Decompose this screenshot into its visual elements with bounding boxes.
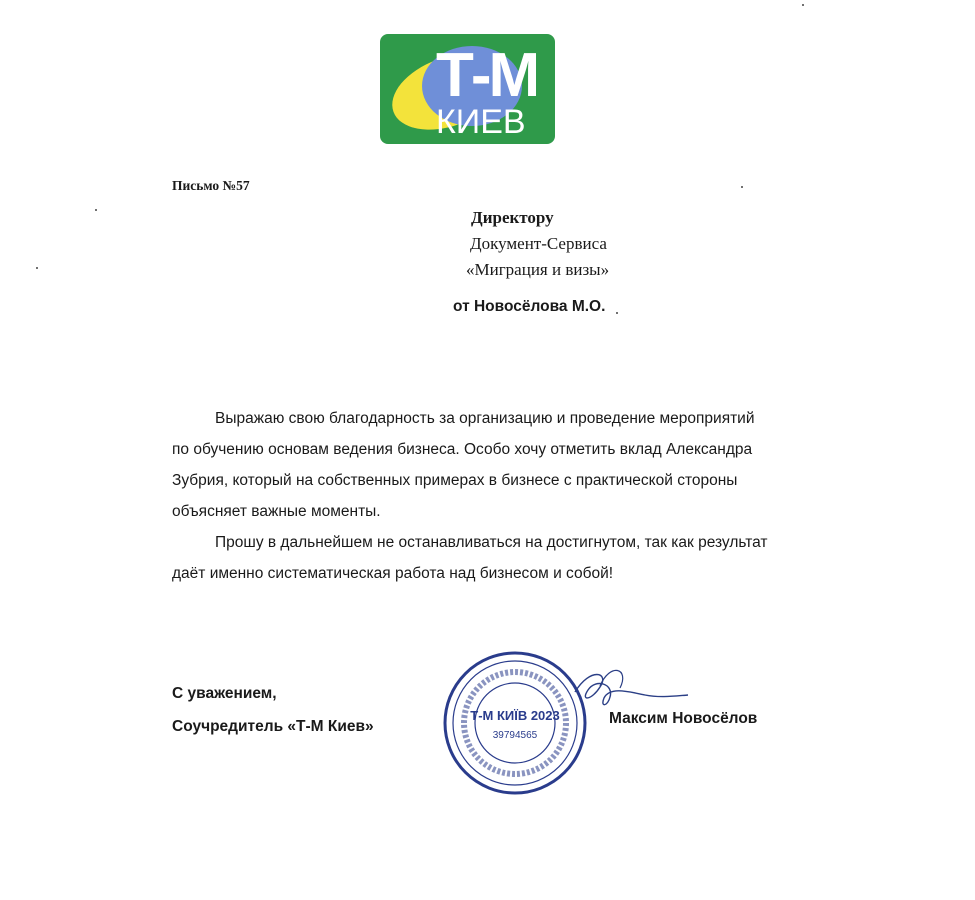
scan-speck <box>802 4 804 6</box>
scan-speck <box>616 312 618 314</box>
logo-text: Т-М <box>436 41 538 110</box>
signer-name: Максим Новосёлов <box>609 710 758 727</box>
closing-block <box>172 677 374 743</box>
closing-position: Соучредитель «Т-М Киев» <box>172 718 374 735</box>
letter-number: Письмо №57 <box>172 178 250 193</box>
letter-body <box>172 403 772 589</box>
scan-speck <box>95 209 97 211</box>
closing-regards: С уважением, <box>172 685 277 702</box>
company-logo <box>380 34 555 144</box>
addressee-line-2: Документ-Сервиса <box>470 234 607 253</box>
scan-speck <box>741 186 743 188</box>
addressee-line-3: «Миграция и визы» <box>466 260 610 279</box>
company-stamp <box>440 648 590 798</box>
body-paragraph-2: Прошу в дальнейшем не останавливаться на достигнутом, так как результат даёт именно систематическая работа над бизнесом и собой! <box>172 534 768 582</box>
scan-speck <box>36 267 38 269</box>
stamp-center-text: Т-М КИЇВ 2023 <box>470 708 560 723</box>
logo-city: КИЕВ <box>436 103 526 141</box>
addressee-line-1: Директору <box>471 208 554 227</box>
body-paragraph-1: Выражаю свою благодарность за организацию и проведение мероприятий по обучению основам ведения бизнеса. Особо хочу отметить вклад Александра Зубрия, который на собственных примерах в бизнесе с практической стороны объясняет важные моменты. <box>172 410 755 520</box>
sender-line: от Новосёлова М.О. <box>453 298 606 315</box>
stamp-code: 39794565 <box>492 730 538 741</box>
